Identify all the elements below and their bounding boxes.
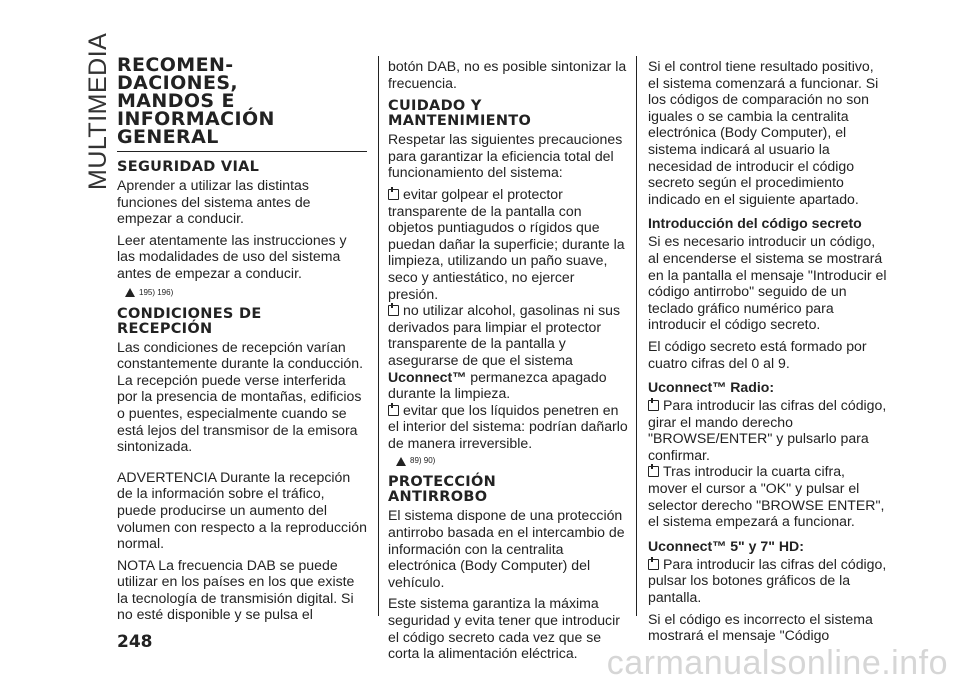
list-item: no utilizar alcohol, gasolinas ni sus derivados para limpiar el protector transparente de la pantalla y asegurarse de que el sistema Uconnect™ permanezca apagado durante la limpieza.	[388, 302, 621, 402]
heading-uconnect-hd: Uconnect™ 5" y 7" HD:	[648, 537, 804, 554]
advertencia-paragraph: ADVERTENCIA Durante la recepción de la información sobre el tráfico, puede producirse un aumento del volumen con respecto a la reproducción normal.	[117, 468, 367, 552]
heading-uconnect-radio: Uconnect™ Radio:	[648, 379, 775, 396]
paragraph: Leer atentamente las instrucciones y las modalidades de uso del sistema antes de empezar a conducir.	[117, 231, 347, 281]
heading-proteccion-antirrobo: PROTECCIÓN ANTIRROBO	[388, 474, 497, 506]
bullet-icon	[388, 405, 399, 416]
column-2	[388, 58, 628, 667]
warning-icon	[396, 457, 406, 466]
warning-reference: 89) 90)	[396, 455, 628, 467]
column-divider	[636, 56, 637, 616]
paragraph: Aprender a utilizar las distintas funciones del sistema antes de empezar a conducir.	[117, 177, 311, 227]
warning-reference: 195) 196)	[125, 287, 367, 299]
list-item: evitar golpear el protector transparente de la pantalla con objetos puntiagudos o rígidos que puedan dañar la superficie; durante la limpieza, utilizando un paño suave, seco y antiestático, no ejercer presión.	[388, 185, 625, 302]
paragraph: Este sistema garantiza la máxima seguridad y evita tener que introducir el código secreto cada vez que se corta la alimentación eléctrica.	[388, 595, 620, 662]
paragraph: Si el control tiene resultado positivo, el sistema comenzará a funcionar. Si los códigos de comparación no son iguales o se cambia la centralita electrónica (Body Computer), el sistema indicará al usuario la necesidad de introducir el código secreto según el procedimiento indicado en el siguiente apartado.	[648, 58, 879, 207]
paragraph: Si es necesario introducir un código, al encenderse el sistema se mostrará en la pantalla el mensaje "Introducir el código antirrobo" seguido de un teclado gráfico numérico para introducir el código secreto.	[648, 233, 887, 333]
chapter-title: RECOMEN- DACIONES, MANDOS E INFORMACIÓN GENERAL	[117, 56, 367, 152]
heading-condiciones-recepcion: CONDICIONES DE RECEPCIÓN	[117, 305, 262, 337]
paragraph: botón DAB, no es posible sintonizar la frecuencia.	[388, 58, 627, 91]
bullet-icon	[388, 305, 399, 316]
page-number: 248	[117, 632, 153, 652]
column-3	[648, 58, 888, 649]
paragraph: Las condiciones de recepción varían constantemente durante la conducción. La recepción puede verse interferida por la presencia de montañas, edificios o puentes, especialmente cuando se está lejos del transmisor de la emisora sintonizada.	[117, 338, 364, 455]
list-item: Para introducir las cifras del código, girar el mando derecho "BROWSE/ENTER" y pulsarlo para confirmar.	[648, 397, 887, 463]
heading-seguridad-vial: SEGURIDAD VIAL	[117, 159, 260, 175]
paragraph: El sistema dispone de una protección antirrobo basada en el intercambio de información con la centralita electrónica (Body Computer) del vehículo.	[388, 507, 625, 590]
bullet-icon	[648, 400, 659, 411]
section-side-tab-label: MULTIMEDIA	[84, 32, 112, 190]
list-item: evitar que los líquidos penetren en el interior del sistema: podrían dañarlo de manera irreversible.	[388, 401, 628, 451]
heading-introduccion-codigo: Introducción del código secreto	[648, 215, 862, 232]
paragraph: Si el código es incorrecto el sistema mostrará el mensaje "Código	[648, 610, 873, 644]
section-side-tab	[84, 32, 114, 190]
bullet-icon	[648, 466, 659, 477]
paragraph: El código secreto está formado por cuatro cifras del 0 al 9.	[648, 337, 867, 371]
list-item: Tras introducir la cuarta cifra, mover el cursor a "OK" y pulsar el selector derecho "BROWSE ENTER", el sistema empezará a funcionar.	[648, 463, 885, 530]
bullet-icon	[648, 559, 659, 570]
column-1	[117, 56, 367, 628]
watermark: carmanualsonline.info	[606, 644, 948, 682]
warning-icon	[125, 288, 135, 297]
nota-paragraph: NOTA La frecuencia DAB se puede utilizar en los países en los que existe la tecnología de transmisión digital. Si no esté disponible y se pulsa el	[117, 556, 355, 623]
bullet-icon	[388, 189, 399, 200]
heading-cuidado-mantenimiento: CUIDADO Y MANTENIMIENTO	[388, 98, 532, 130]
list-item: Para introducir las cifras del código, pulsar los botones gráficos de la pantalla.	[648, 555, 887, 606]
column-divider	[378, 56, 379, 616]
paragraph: Respetar las siguientes precauciones para garantizar la eficiencia total del funcionamiento del sistema:	[388, 131, 623, 181]
